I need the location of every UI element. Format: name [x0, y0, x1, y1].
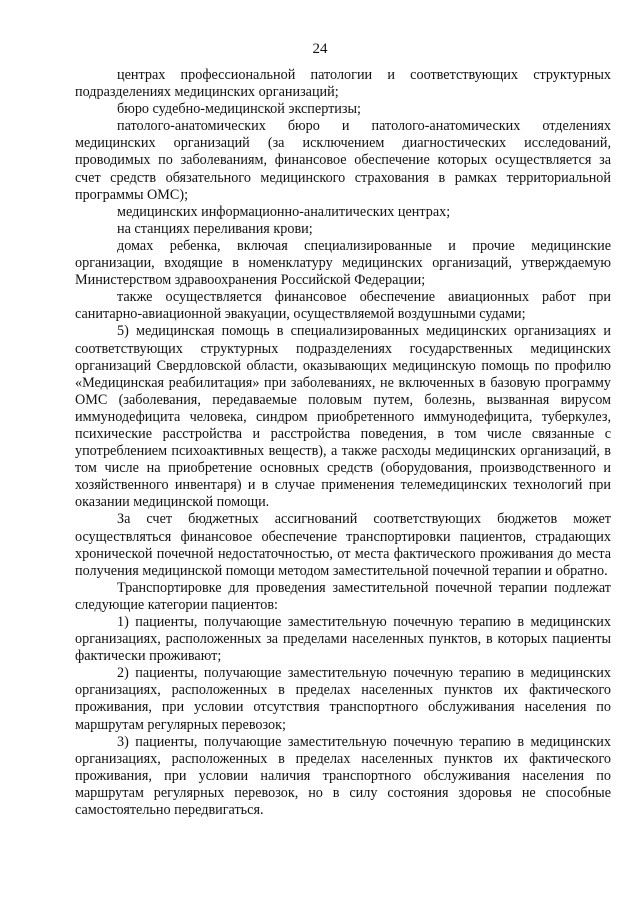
- paragraph: также осуществляется финансовое обеспечение авиационных работ при санитарно-авиационной эвакуации, осуществляемой воздушными судами;: [75, 289, 611, 323]
- paragraph: За счет бюджетных ассигнований соответствующих бюджетов может осуществляться финансовое обеспечение транспортировки пациентов, страдающих хронической почечной недостаточностью, от места фактического проживания до места получения медицинской помощи методом заместительной почечной терапии и обратно.: [75, 511, 611, 579]
- paragraph: центрах профессиональной патологии и соответствующих структурных подразделениях медицинских организаций;: [75, 67, 611, 101]
- paragraph: бюро судебно-медицинской экспертизы;: [117, 101, 361, 118]
- paragraph: 2) пациенты, получающие заместительную почечную терапию в медицинских организациях, расположенных в пределах населенных пунктов их фактического проживания, при условии отсутствия транспортного обслуживания населения по маршрутам регулярных перевозок;: [75, 665, 611, 733]
- paragraph: Транспортировке для проведения заместительной почечной терапии подлежат следующие категории пациентов:: [75, 579, 611, 613]
- paragraph: домах ребенка, включая специализированные и прочие медицинские организации, входящие в номенклатуру медицинских организаций, утверждаемую Министерством здравоохранения Российской Федерации;: [75, 237, 611, 289]
- paragraph: 3) пациенты, получающие заместительную почечную терапию в медицинских организациях, расположенных в пределах населенных пунктов их фактического проживания, при условии наличия транспортного обслуживания населения по маршрутам регулярных перевозок, но в силу состояния здоровья не способные самостоятельно передвигаться.: [75, 733, 611, 819]
- document-body: [75, 67, 611, 819]
- paragraph: 5) медицинская помощь в специализированных медицинских организациях и соответствующих структурных подразделениях государственных медицинских организаций Свердловской области, оказывающих медицинскую помощь по профилю «Медицинская реабилитация» при заболеваниях, не включенных в базовую программу ОМС (заболевания, передаваемые половым путем, болезнь, вызванная вирусом иммунодефицита человека, синдром приобретенного иммунодефицита, туберкулез, психические расстройства и расстройства поведения, в том числе связанные с употреблением психоактивных веществ), а также расходы медицинских организаций, в том числе на приобретение основных средств (оборудования, производственного и хозяйственного инвентаря) и в случае применения телемедицинских технологий при оказании медицинской помощи.: [75, 323, 611, 511]
- paragraph: медицинских информационно-аналитических центрах;: [117, 203, 451, 220]
- page-number: 24: [312, 41, 328, 57]
- paragraph: патолого-анатомических бюро и патолого-анатомических отделениях медицинских организаций (за исключением диагностических исследований, проводимых по заболеваниям, финансовое обеспечение которых осуществляется за счет средств обязательного медицинского страхования в рамках территориальной программы ОМС);: [75, 118, 611, 203]
- paragraph: 1) пациенты, получающие заместительную почечную терапию в медицинских организациях, расположенных за пределами населенных пунктов, в которых пациенты фактически проживают;: [75, 614, 611, 665]
- paragraph: на станциях переливания крови;: [117, 220, 313, 237]
